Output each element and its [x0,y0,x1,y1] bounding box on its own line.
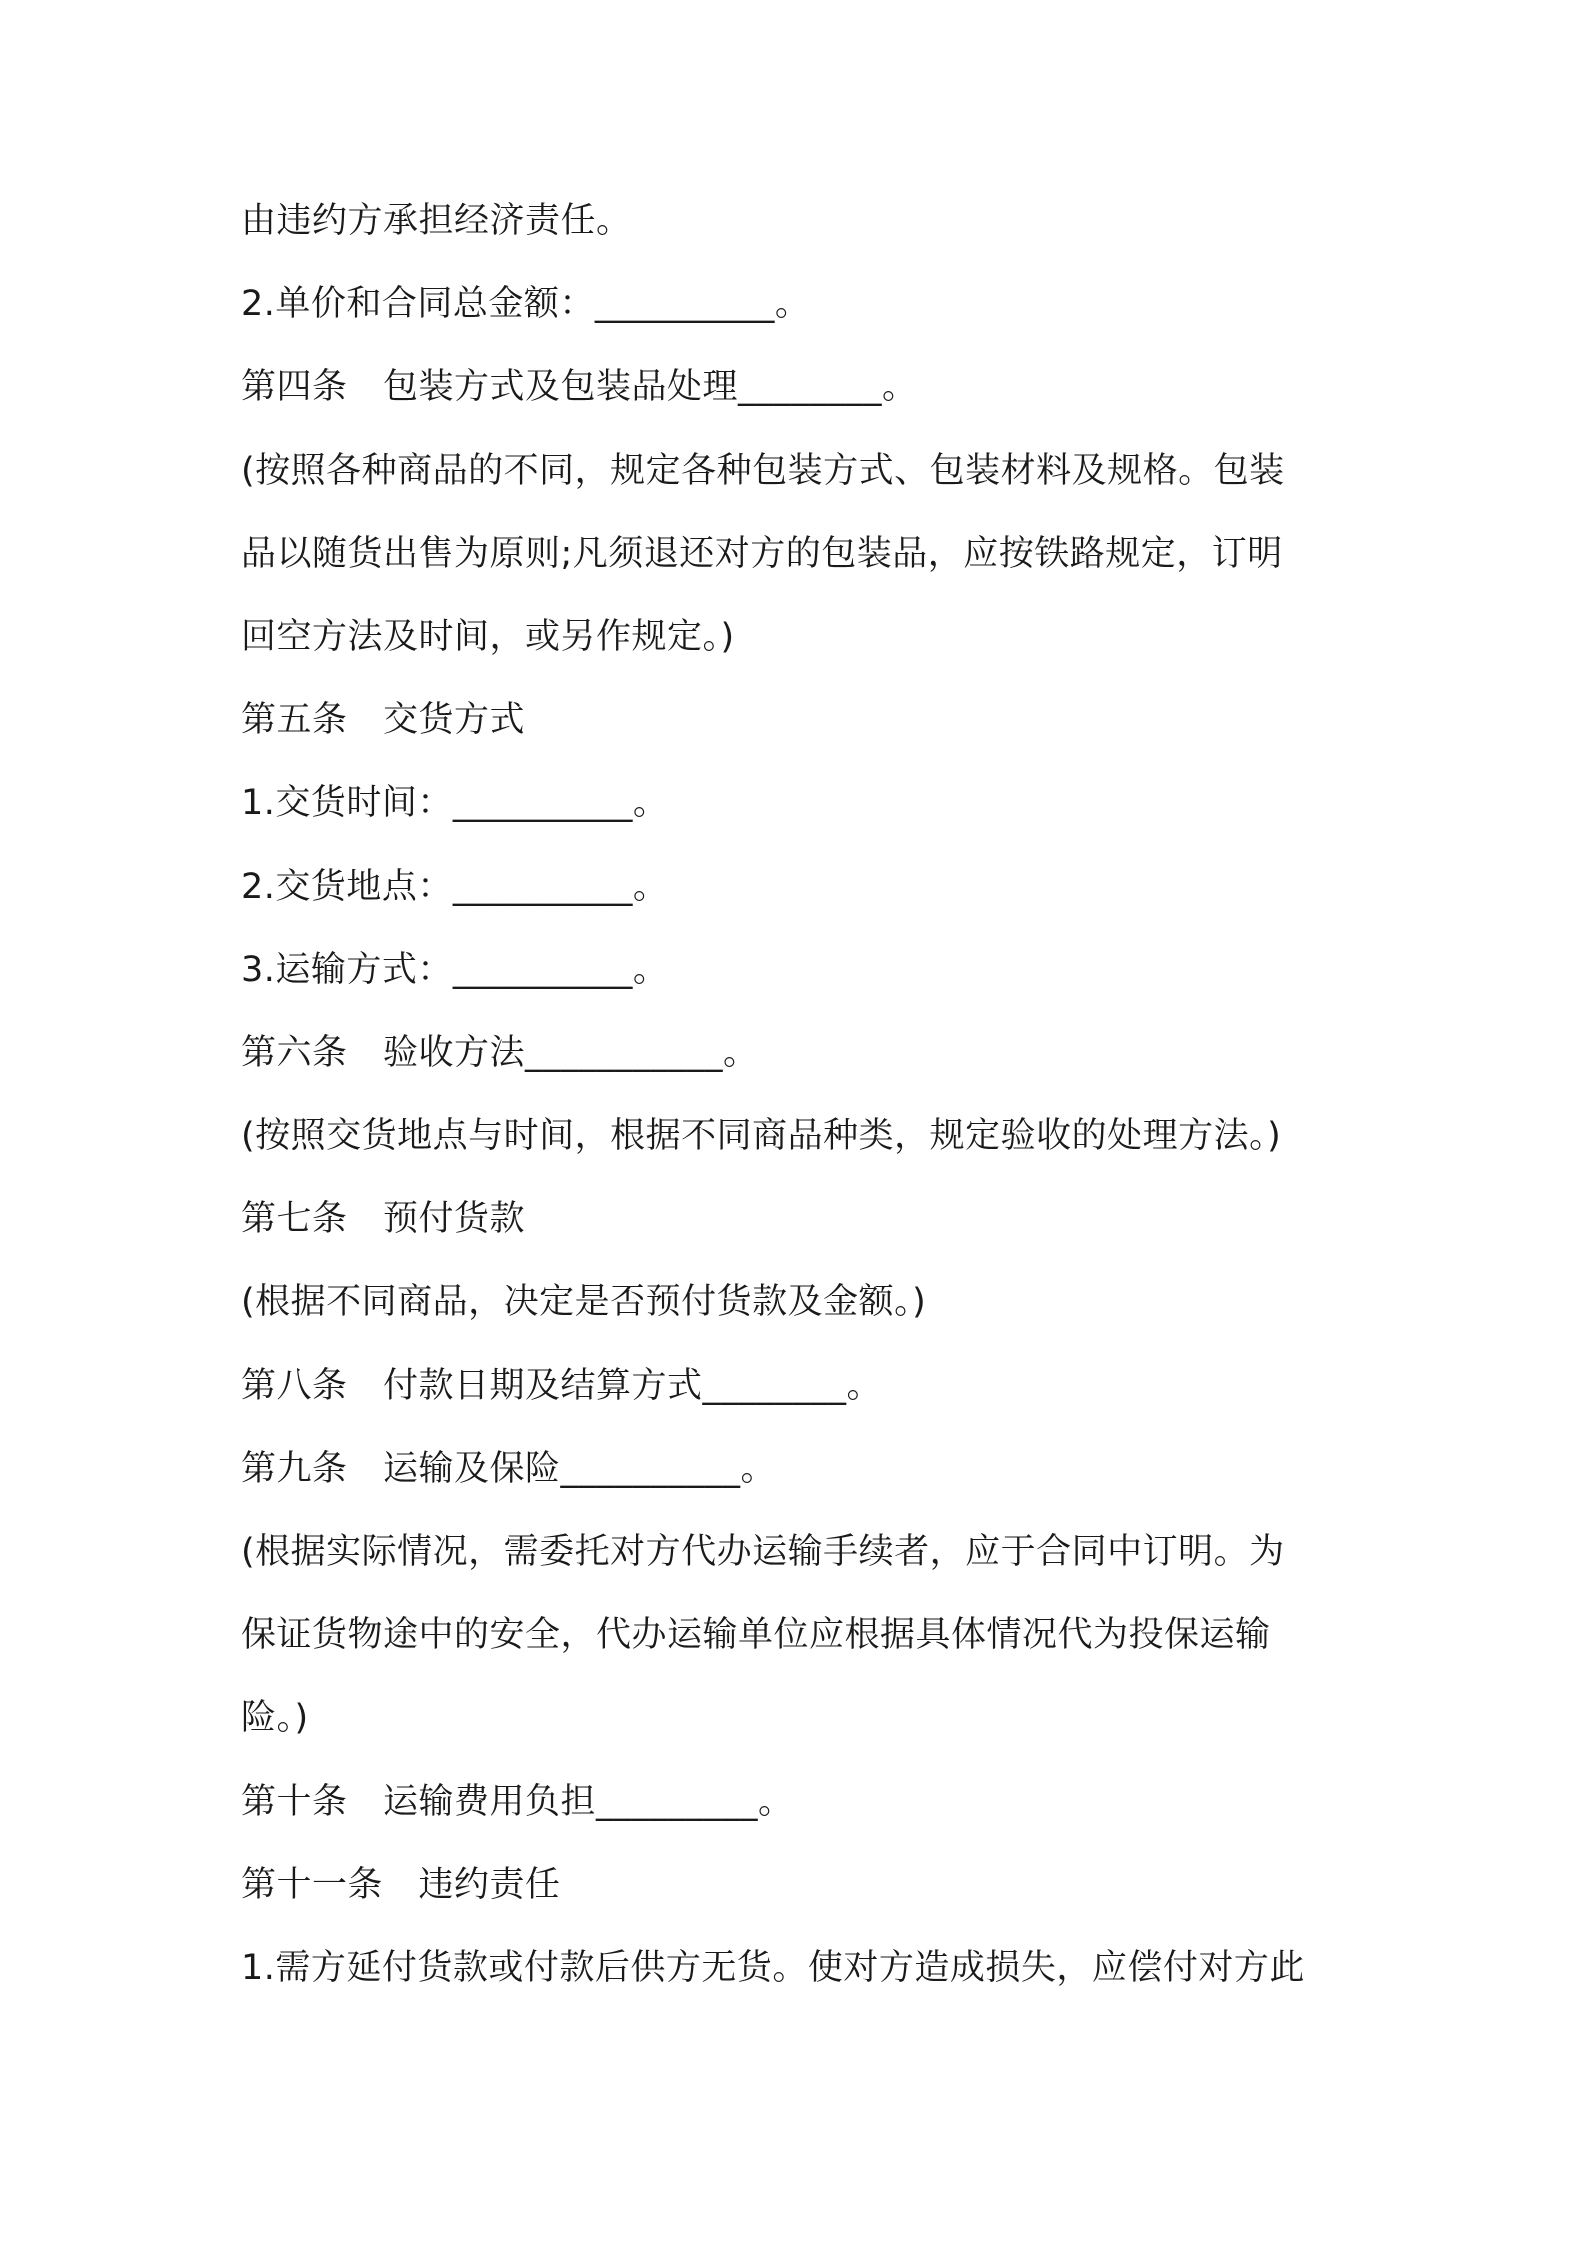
text-line: (根据不同商品，决定是否预付货款及金额。) [241,1282,927,1323]
text-line: 2.单价和合同总金额：__________。 [241,284,811,325]
text-line: 2.交货地点：__________。 [241,866,669,907]
section-heading: 第七条 预付货款 [241,1199,526,1240]
text-line: 险。) [241,1698,309,1739]
text-line: 回空方法及时间，或另作规定。) [241,616,735,657]
section-heading: 第九条 运输及保险__________。 [241,1448,777,1489]
text-line: 品以随货出售为原则;凡须退还对方的包装品，应按铁路规定，订明 [241,533,1283,574]
section-heading: 第十一条 违约责任 [241,1864,561,1905]
text-line: 保证货物途中的安全，代办运输单位应根据具体情况代为投保运输 [241,1615,1271,1656]
text-line: 1.交货时间：__________。 [241,783,669,824]
text-line: 由违约方承担经济责任。 [241,201,632,241]
section-heading: 第五条 交货方式 [241,700,526,741]
section-heading: 第六条 验收方法___________。 [241,1032,759,1073]
section-heading: 第十条 运输费用负担_________。 [241,1781,794,1822]
document-body [241,196,1371,2026]
text-line: 3.运输方式：__________。 [241,949,669,990]
section-heading: 第八条 付款日期及结算方式________。 [241,1365,883,1406]
text-line: (按照各种商品的不同，规定各种包装方式、包装材料及规格。包装 [241,450,1285,491]
text-line: 1.需方延付货款或付款后供方无货。使对方造成损失，应偿付对方此 [241,1947,1305,1988]
section-heading: 第四条 包装方式及包装品处理________。 [241,367,918,408]
text-line: (根据实际情况，需委托对方代办运输手续者，应于合同中订明。为 [241,1532,1285,1572]
text-line: (按照交货地点与时间，根据不同商品种类，规定验收的处理方法。) [241,1116,1282,1157]
